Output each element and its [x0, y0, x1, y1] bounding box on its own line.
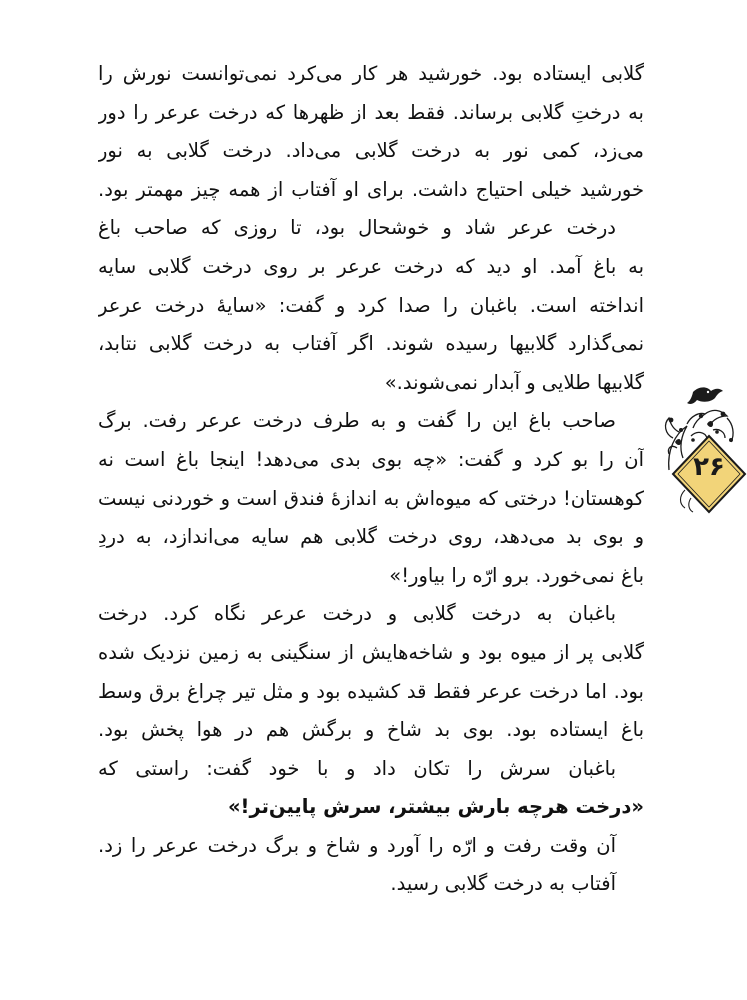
text-line: آفتاب به درخت گلابی رسید.: [390, 872, 616, 896]
text-line: صاحب باغ این را گفت و به طرف درخت عرعر رفت. برگ: [98, 409, 616, 433]
text-line: می‌زد، کمی نور به درخت گلابی می‌داد. درخت گلابی به نور: [98, 139, 644, 163]
text-line: درخت عرعر شاد و خوشحال بود، تا روزی که صاحب باغ: [98, 216, 616, 240]
text-line: گلابی پر از میوه بود و شاخه‌هایش از سنگینی به زمین نزدیک شده: [98, 640, 644, 664]
text-line: باغبان سرش را تکان داد و با خود گفت: راستی که: [98, 756, 616, 780]
text-line: بود. اما درخت عرعر فقط قد کشیده بود و مثل تیر چراغ برق وسط: [98, 679, 644, 703]
text-line: باغ نمی‌خورد. برو ارّه را بیاور!»: [389, 563, 644, 587]
text-line: به باغ آمد. او دید که درخت عرعر بر روی درخت گلابی سایه: [98, 254, 644, 278]
text-line: باغ ایستاده بود. بوی بد شاخ و برگش هم در هوا پخش بود.: [98, 718, 644, 742]
text-line: به درختِ گلابی برساند. فقط بعد از ظهرها که درخت عرعر را دور: [98, 100, 644, 124]
text-line: انداخته است. باغبان را صدا کرد و گفت: «سایهٔ درخت عرعر: [98, 293, 644, 317]
text-line: گلابیها طلایی و آبدار نمی‌شوند.»: [384, 370, 644, 394]
text-line: کوهستان! درختی که میوه‌اش به اندازهٔ فندق است و خوردنی نیست: [98, 486, 644, 510]
text-line: آن را بو کرد و گفت: «چه بوی بدی می‌دهد! اینجا باغ است نه: [98, 447, 644, 471]
story-text: [98, 55, 644, 904]
text-line: نمی‌گذارد گلابیها رسیده شوند. اگر آفتاب به درخت گلابی نتابد،: [98, 332, 644, 356]
text-line: باغبان به درخت گلابی و درخت عرعر نگاه کرد. درخت: [98, 602, 616, 626]
text-line: گلابی ایستاده بود. خورشید هر کار می‌کرد نمی‌توانست نورش را: [98, 62, 644, 85]
text-line: و بوی بد می‌دهد، روی درخت گلابی هم سایه می‌اندازد، به دردِ: [98, 525, 644, 549]
text-line-bold: «درخت هرچه بارش بیشتر، سرش پایین‌تر!»: [227, 795, 644, 819]
page-number: ۲۶: [693, 452, 725, 482]
text-line: خورشید خیلی احتیاج داشت. برای او آفتاب از همه چیز مهمتر بود.: [98, 177, 644, 201]
text-line: آن وقت رفت و ارّه را آورد و شاخ و برگ درخت عرعر را زد.: [98, 833, 616, 857]
